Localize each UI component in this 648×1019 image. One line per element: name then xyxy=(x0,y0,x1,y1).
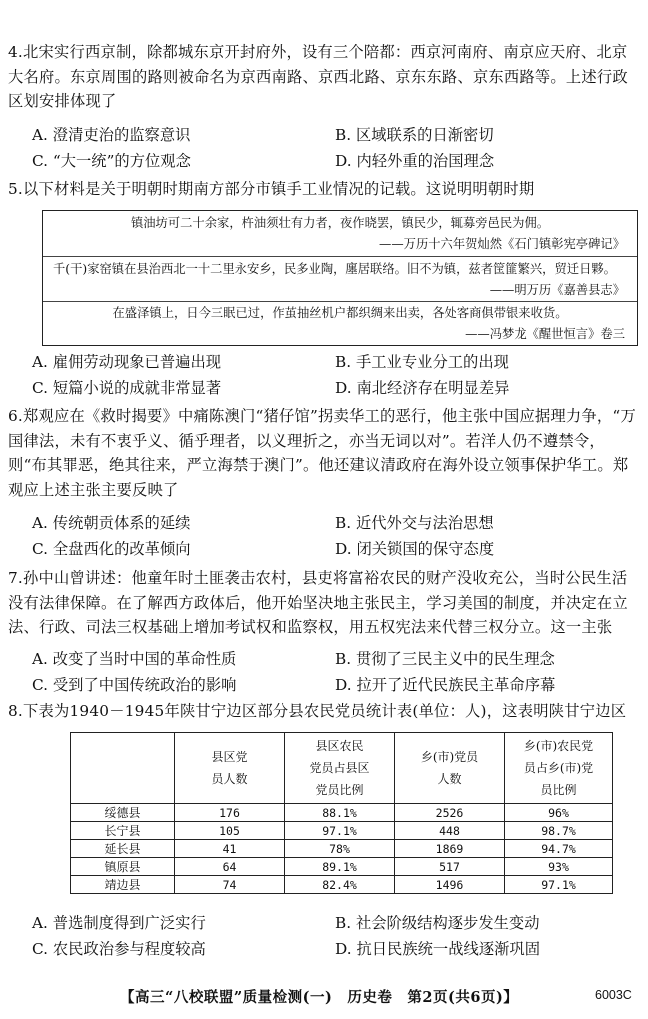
question-6-stem: 6.郑观应在《救时揭要》中痛陈澳门“猪仔馆”拐卖华工的恶行，他主张中国应据理力争，“万国律法，未有不衷乎义、循乎理者，以义理折之，亦当无词以对”。若洋人仍不遵禁令，则“布其罪恶，绝其往来，严立海禁于澳门”。他还建议清政府在海外设立领事保护华工。郑观应上述主张主要反映了 xyxy=(8,407,636,499)
party-member-statistics-table xyxy=(70,732,613,894)
question-4-option-d: D. 内轻外重的治国理念 xyxy=(335,152,495,170)
table-header-cell xyxy=(71,733,175,804)
table-cell: 96% xyxy=(505,804,613,822)
source-divider xyxy=(43,301,637,302)
question-5-option-c: C. 短篇小说的成就非常显著 xyxy=(32,379,222,397)
question-8-option-a: A. 普选制度得到广泛实行 xyxy=(32,914,206,932)
page-footer: 【高三“八校联盟”质量检测(一) 历史卷 第2页(共6页)】 xyxy=(120,989,519,1006)
question-8-option-c: C. 农民政治参与程度较高 xyxy=(32,940,206,958)
question-4-option-c: C. “大一统”的方位观念 xyxy=(32,152,191,170)
header-line: 乡(市)党员 xyxy=(420,750,479,764)
source-1-citation: ——万历十六年贺灿然《石门镇彰宪亭碑记》 xyxy=(379,237,625,251)
question-5-option-d: D. 南北经济存在明显差异 xyxy=(335,379,510,397)
source-excerpt-3 xyxy=(43,303,637,345)
table-cell: 97.1% xyxy=(285,822,395,840)
table-cell: 74 xyxy=(175,876,285,894)
table-row xyxy=(71,858,613,876)
table-cell: 镇原县 xyxy=(71,858,175,876)
table-cell: 2526 xyxy=(395,804,505,822)
table-cell: 82.4% xyxy=(285,876,395,894)
question-8-stem: 8.下表为1940－1945年陕甘宁边区部分县农民党员统计表(单位：人)，这表明陕甘宁边区 xyxy=(8,702,627,720)
header-line: 党员比例 xyxy=(315,783,364,797)
table-cell: 88.1% xyxy=(285,804,395,822)
table-header-row xyxy=(71,733,613,804)
question-7-option-c: C. 受到了中国传统政治的影响 xyxy=(32,676,237,694)
question-8-option-b: B. 社会阶级结构逐步发生变动 xyxy=(335,914,540,932)
table-cell: 98.7% xyxy=(505,822,613,840)
question-7-option-d: D. 拉开了近代民族民主革命序幕 xyxy=(335,676,556,694)
question-4-stem: 4.北宋实行西京制，除都城东京开封府外，设有三个陪都：西京河南府、南京应天府、北京大名府。东京周围的路则被命名为京西南路、京西北路、京东东路、京东西路等。上述行政区划安排体现了 xyxy=(8,43,628,110)
table-cell: 1869 xyxy=(395,840,505,858)
table-cell: 靖边县 xyxy=(71,876,175,894)
header-line: 员人数 xyxy=(211,772,248,786)
source-excerpt-1 xyxy=(43,213,637,255)
question-5-stem: 5.以下材料是关于明朝时期南方部分市镇手工业情况的记载。这说明明朝时期 xyxy=(8,180,535,198)
header-line: 员比例 xyxy=(540,783,577,797)
table-header-cell xyxy=(505,733,613,804)
question-7-option-b: B. 贯彻了三民主义中的民生理念 xyxy=(335,650,555,668)
header-line: 县区农民 xyxy=(315,739,364,753)
table-header-cell xyxy=(285,733,395,804)
source-1-text: 镇油坊可二十余家，杵油须壮有力者，夜作晓罢，镇民少，辄募旁邑民为佣。 xyxy=(130,216,550,230)
table-cell: 延长县 xyxy=(71,840,175,858)
header-line: 员占乡(市)党 xyxy=(523,761,594,775)
table-cell: 97.1% xyxy=(505,876,613,894)
table-cell: 93% xyxy=(505,858,613,876)
question-5-option-a: A. 雇佣劳动现象已普遍出现 xyxy=(32,353,222,371)
source-3-citation: ——冯梦龙《醒世恒言》卷三 xyxy=(465,327,625,341)
question-6-option-d: D. 闭关锁国的保守态度 xyxy=(335,540,495,558)
question-6-option-b: B. 近代外交与法治思想 xyxy=(335,514,494,532)
source-material-box xyxy=(42,210,638,346)
table-row xyxy=(71,804,613,822)
table-cell: 94.7% xyxy=(505,840,613,858)
question-5-option-b: B. 手工业专业分工的出现 xyxy=(335,353,509,371)
question-8-option-d: D. 抗日民族统一战线逐渐巩固 xyxy=(335,940,541,958)
header-line: 人数 xyxy=(437,772,462,786)
table-cell: 1496 xyxy=(395,876,505,894)
source-3-text: 在盛泽镇上，日今三眠已过，作茧抽丝机户都织绸来出卖，各处客商俱带银来收货。 xyxy=(112,306,568,320)
table-cell: 517 xyxy=(395,858,505,876)
question-4-option-a: A. 澄清吏治的监察意识 xyxy=(32,126,191,144)
table-cell: 176 xyxy=(175,804,285,822)
header-line: 党员占县区 xyxy=(309,761,370,775)
table-header-cell xyxy=(395,733,505,804)
table-cell: 105 xyxy=(175,822,285,840)
table-row xyxy=(71,822,613,840)
source-divider xyxy=(43,256,637,257)
table-cell: 78% xyxy=(285,840,395,858)
table-row xyxy=(71,876,613,894)
question-6-option-a: A. 传统朝贡体系的延续 xyxy=(32,514,191,532)
question-7-stem: 7.孙中山曾讲述：他童年时土匪袭击农村，县吏将富裕农民的财产没收充公，当时公民生活没有法律保障。在了解西方政体后，他开始坚决地主张民主，学习美国的制度，并决定在立法、行政、司法三权基础上增加考试权和监察权，用五权宪法来代替三权分立。这一主张 xyxy=(8,569,628,636)
table-cell: 41 xyxy=(175,840,285,858)
table-cell: 448 xyxy=(395,822,505,840)
table-row xyxy=(71,840,613,858)
source-2-citation: ——明万历《嘉善县志》 xyxy=(489,283,625,297)
table-cell: 绥德县 xyxy=(71,804,175,822)
table-cell: 长宁县 xyxy=(71,822,175,840)
header-line: 县区党 xyxy=(211,750,248,764)
source-excerpt-2 xyxy=(43,259,637,301)
source-2-text: 千(干)家窑镇在县治西北一十二里永安乡，民多业陶，廛居联络。旧不为镇，兹者筐篚繁兴，贸迁日夥。 xyxy=(53,262,616,276)
table-cell: 64 xyxy=(175,858,285,876)
question-6-option-c: C. 全盘西化的改革倾向 xyxy=(32,540,191,558)
question-4-option-b: B. 区域联系的日渐密切 xyxy=(335,126,494,144)
table-cell: 89.1% xyxy=(285,858,395,876)
question-7-option-a: A. 改变了当时中国的革命性质 xyxy=(32,650,237,668)
header-line: 乡(市)农民党 xyxy=(523,739,594,753)
paper-code: 6003C xyxy=(595,988,632,1002)
table-header-cell xyxy=(175,733,285,804)
